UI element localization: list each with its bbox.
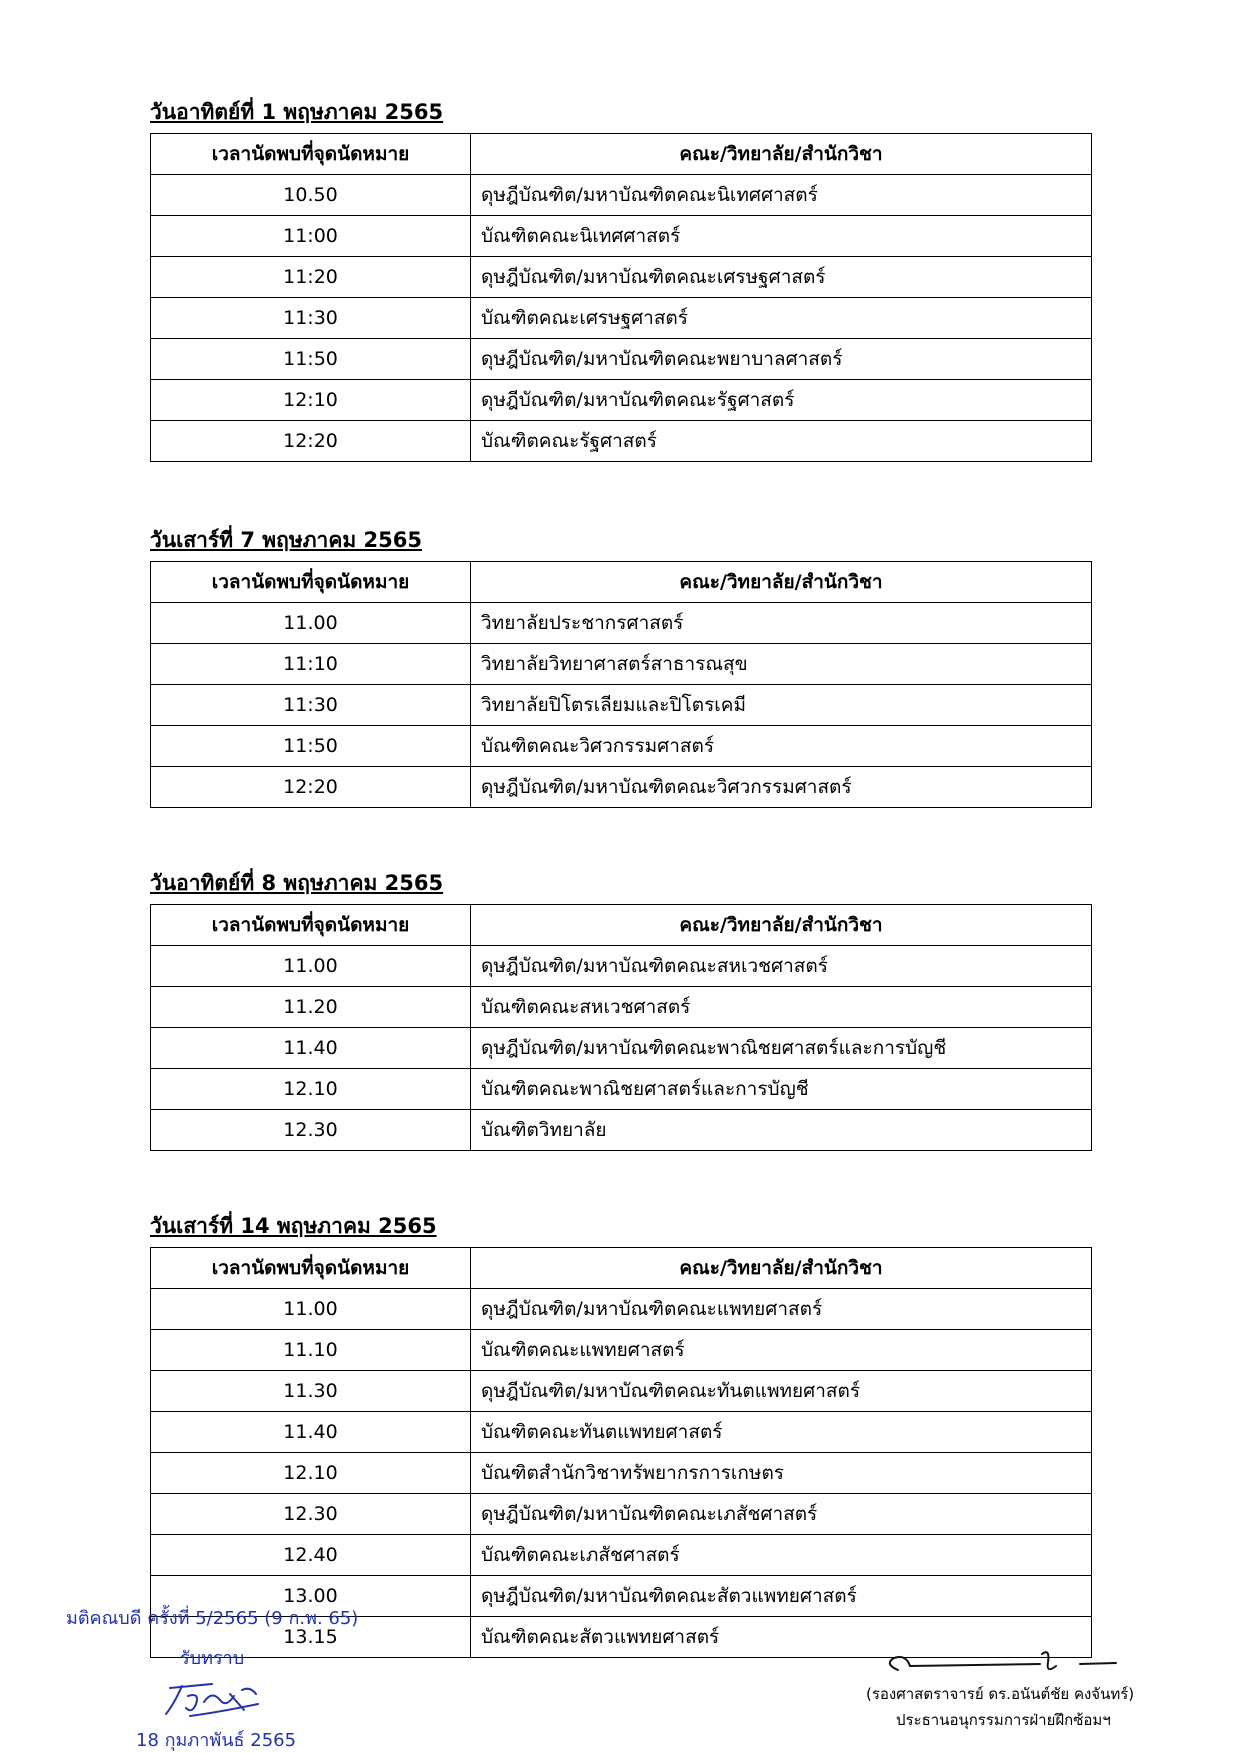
header-faculty: คณะ/วิทยาลัย/สำนักวิชา (471, 134, 1092, 175)
table-row (151, 298, 1092, 339)
faculty-cell: ดุษฎีบัณฑิต/มหาบัณฑิตคณะเศรษฐศาสตร์ (471, 257, 1092, 298)
faculty-cell: บัณฑิตคณะวิศวกรรมศาสตร์ (471, 726, 1092, 767)
table-row (151, 421, 1092, 462)
table-header-row (151, 905, 1092, 946)
time-cell: 11.20 (151, 987, 471, 1028)
faculty-cell: วิทยาลัยประชากรศาสตร์ (471, 603, 1092, 644)
table-row (151, 216, 1092, 257)
table-row (151, 987, 1092, 1028)
table-row (151, 946, 1092, 987)
table-row (151, 1494, 1092, 1535)
table-row (151, 685, 1092, 726)
faculty-cell: วิทยาลัยวิทยาศาสตร์สาธารณสุข (471, 644, 1092, 685)
table-row (151, 726, 1092, 767)
section-title-may-7: วันเสาร์ที่ 7 พฤษภาคม 2565 (150, 528, 422, 552)
time-cell: 11.40 (151, 1412, 471, 1453)
faculty-cell: ดุษฎีบัณฑิต/มหาบัณฑิตคณะพยาบาลศาสตร์ (471, 339, 1092, 380)
approval-signature-icon (160, 1674, 270, 1726)
faculty-cell: บัณฑิตคณะรัฐศาสตร์ (471, 421, 1092, 462)
table-row (151, 1028, 1092, 1069)
table-row (151, 1330, 1092, 1371)
time-cell: 12.10 (151, 1069, 471, 1110)
time-cell: 11.00 (151, 946, 471, 987)
table-header-row (151, 134, 1092, 175)
time-cell: 11:00 (151, 216, 471, 257)
time-cell: 11.00 (151, 603, 471, 644)
time-cell: 10.50 (151, 175, 471, 216)
section-title-may-14: วันเสาร์ที่ 14 พฤษภาคม 2565 (150, 1214, 437, 1238)
time-cell: 11.40 (151, 1028, 471, 1069)
table-row (151, 644, 1092, 685)
faculty-cell: ดุษฎีบัณฑิต/มหาบัณฑิตคณะแพทยศาสตร์ (471, 1289, 1092, 1330)
faculty-cell: ดุษฎีบัณฑิต/มหาบัณฑิตคณะพาณิชยศาสตร์และการบัญชี (471, 1028, 1092, 1069)
time-cell: 12.30 (151, 1110, 471, 1151)
table-header-row (151, 562, 1092, 603)
time-cell: 11:50 (151, 339, 471, 380)
faculty-cell: บัณฑิตคณะนิเทศศาสตร์ (471, 216, 1092, 257)
time-cell: 11:20 (151, 257, 471, 298)
section-title-may-1: วันอาทิตย์ที่ 1 พฤษภาคม 2565 (150, 100, 444, 124)
table-row (151, 257, 1092, 298)
faculty-cell: ดุษฎีบัณฑิต/มหาบัณฑิตคณะสัตวแพทยศาสตร์ (471, 1576, 1092, 1617)
table-row (151, 380, 1092, 421)
faculty-cell: บัณฑิตสำนักวิชาทรัพยากรการเกษตร (471, 1453, 1092, 1494)
faculty-cell: บัณฑิตคณะสัตวแพทยศาสตร์ (471, 1617, 1092, 1658)
header-time: เวลานัดพบที่จุดนัดหมาย (151, 134, 471, 175)
table-row (151, 1453, 1092, 1494)
table-row (151, 603, 1092, 644)
schedule-table-may-14 (150, 1247, 1092, 1658)
signatory-position: ประธานอนุกรรมการฝ่ายฝึกซ้อมฯ (896, 1711, 1111, 1729)
table-row (151, 1371, 1092, 1412)
schedule-table-may-7 (150, 561, 1092, 808)
table-row (151, 1289, 1092, 1330)
header-faculty: คณะ/วิทยาลัย/สำนักวิชา (471, 905, 1092, 946)
faculty-cell: วิทยาลัยปิโตรเลียมและปิโตรเคมี (471, 685, 1092, 726)
schedule-table-may-1 (150, 133, 1092, 462)
header-time: เวลานัดพบที่จุดนัดหมาย (151, 1248, 471, 1289)
time-cell: 11:10 (151, 644, 471, 685)
schedule-table-may-8 (150, 904, 1092, 1151)
faculty-cell: บัณฑิตคณะเศรษฐศาสตร์ (471, 298, 1092, 339)
time-cell: 12:10 (151, 380, 471, 421)
time-cell: 11:30 (151, 685, 471, 726)
faculty-cell: บัณฑิตคณะสหเวชศาสตร์ (471, 987, 1092, 1028)
section-title-may-8: วันอาทิตย์ที่ 8 พฤษภาคม 2565 (150, 871, 444, 895)
time-cell: 13.15 (151, 1617, 471, 1658)
time-cell: 11:50 (151, 726, 471, 767)
approval-stamp-acknowledged: รับทราบ (180, 1648, 245, 1669)
time-cell: 11.10 (151, 1330, 471, 1371)
faculty-cell: บัณฑิตวิทยาลัย (471, 1110, 1092, 1151)
faculty-cell: ดุษฎีบัณฑิต/มหาบัณฑิตคณะเภสัชศาสตร์ (471, 1494, 1092, 1535)
faculty-cell: บัณฑิตคณะแพทยศาสตร์ (471, 1330, 1092, 1371)
approval-stamp-resolution: มติคณบดี ครั้งที่ 5/2565 (9 ก.พ. 65) (66, 1608, 359, 1629)
table-row (151, 767, 1092, 808)
time-cell: 13.00 (151, 1576, 471, 1617)
table-row (151, 175, 1092, 216)
time-cell: 11.00 (151, 1289, 471, 1330)
faculty-cell: ดุษฎีบัณฑิต/มหาบัณฑิตคณะทันตแพทยศาสตร์ (471, 1371, 1092, 1412)
faculty-cell: ดุษฎีบัณฑิต/มหาบัณฑิตคณะนิเทศศาสตร์ (471, 175, 1092, 216)
time-cell: 12.40 (151, 1535, 471, 1576)
table-row (151, 1412, 1092, 1453)
faculty-cell: บัณฑิตคณะพาณิชยศาสตร์และการบัญชี (471, 1069, 1092, 1110)
approval-stamp-date: 18 กุมภาพันธ์ 2565 (136, 1730, 297, 1751)
time-cell: 12:20 (151, 767, 471, 808)
faculty-cell: ดุษฎีบัณฑิต/มหาบัณฑิตคณะสหเวชศาสตร์ (471, 946, 1092, 987)
header-faculty: คณะ/วิทยาลัย/สำนักวิชา (471, 1248, 1092, 1289)
header-time: เวลานัดพบที่จุดนัดหมาย (151, 905, 471, 946)
header-time: เวลานัดพบที่จุดนัดหมาย (151, 562, 471, 603)
time-cell: 12.10 (151, 1453, 471, 1494)
time-cell: 12:20 (151, 421, 471, 462)
faculty-cell: บัณฑิตคณะเภสัชศาสตร์ (471, 1535, 1092, 1576)
table-header-row (151, 1248, 1092, 1289)
faculty-cell: ดุษฎีบัณฑิต/มหาบัณฑิตคณะวิศวกรรมศาสตร์ (471, 767, 1092, 808)
table-row (151, 339, 1092, 380)
time-cell: 12.30 (151, 1494, 471, 1535)
time-cell: 11.30 (151, 1371, 471, 1412)
signatory-name: (รองศาสตราจารย์ ดร.อนันต์ชัย คงจันทร์) (866, 1685, 1135, 1703)
faculty-cell: บัณฑิตคณะทันตแพทยศาสตร์ (471, 1412, 1092, 1453)
faculty-cell: ดุษฎีบัณฑิต/มหาบัณฑิตคณะรัฐศาสตร์ (471, 380, 1092, 421)
header-faculty: คณะ/วิทยาลัย/สำนักวิชา (471, 562, 1092, 603)
table-row (151, 1110, 1092, 1151)
table-row (151, 1535, 1092, 1576)
time-cell: 11:30 (151, 298, 471, 339)
table-row (151, 1069, 1092, 1110)
